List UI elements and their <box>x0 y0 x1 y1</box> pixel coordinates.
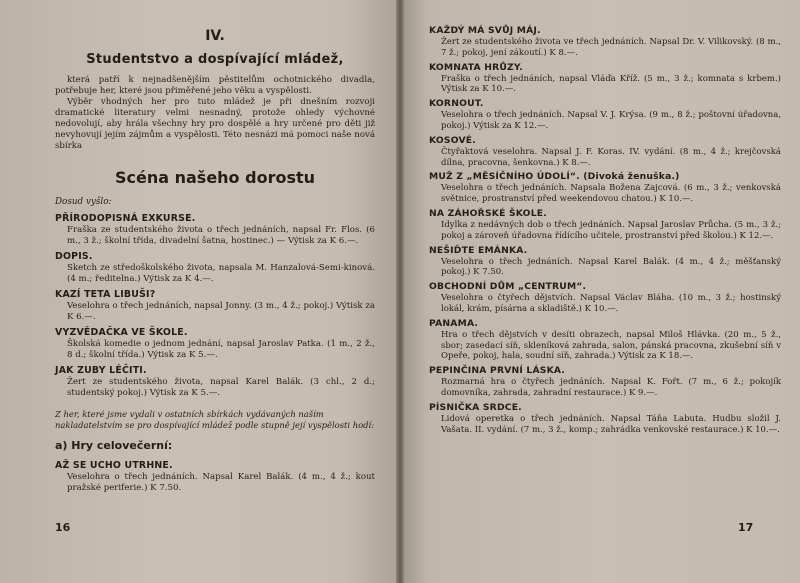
play-description: Veselohra o třech jednáních. Napsala Božena Zajcová. (6 m., 3 ž.; venkovská světnice, prostranství před weekendovou chatou.) K 10.—. <box>441 183 781 205</box>
right-page-content <box>429 22 781 435</box>
play-description: Veselohra o třech jednáních. Napsal Karel Balák. (4 m., 4 ž.; kout pražské periferie.) K 7.50. <box>67 472 375 493</box>
section-heading: a) Hry celovečerní: <box>55 439 173 452</box>
play-description: Veselohra o třech jednáních. Napsal V. J. Krýsa. (9 m., 8 ž.; poštovní úřadovna, pokoj.) Výtisk za K 12.—. <box>441 110 781 131</box>
play-title: DOPIS. <box>55 251 93 262</box>
play-title: MUŽ Z „MĚSÍČNÍHO ÚDOLÍ“. (Divoká ženuška.) <box>429 171 680 183</box>
play-description: Čtyřaktová veselohra. Napsal J. F. Koras. IV. vydání. (8 m., 4 ž.; krejčovská dílna, pracovna, šenkovna.) K 8.—. <box>441 146 781 168</box>
play-description: Idylka z nedávných dob o třech jednáních. Napsal Jaroslav Průcha. (5 m., 3 ž.; pokoj a zároveň úřadovna řídícího učitele, prostranství před školou.) K 12.—. <box>441 219 781 241</box>
play-description: Sketch ze středoškolského života, napsala M. Hanzalová-Semi-kinová. (4 m.; ředitelna.) Výtisk za K 4.—. <box>67 263 375 284</box>
play-entry <box>429 281 781 315</box>
play-title: PÍSNIČKA SRDCE. <box>429 401 522 413</box>
play-description: Fraška o třech jednáních, napsal Vláďa Kříž. (5 m., 3 ž.; komnata s krbem.) Výtisk za K 10.—. <box>441 73 781 95</box>
play-description: Veselohra o třech jednáních. Napsal Karel Balák. (4 m., 4 ž.; měšťanský pokoj.) K 7.50. <box>441 256 781 278</box>
play-title: KORNOUT. <box>429 98 484 110</box>
play-entry <box>55 365 375 399</box>
play-title: JAK ZUBY LÉČITI. <box>55 365 147 376</box>
play-description: Veselohra o třech jednáních, napsal Jonny. (3 m., 4 ž.; pokoj.) Výtisk za K 6.—. <box>67 301 375 322</box>
play-title: NEŠIĎTE EMÁNKA. <box>429 244 528 256</box>
left-page-content <box>55 28 375 494</box>
intro-paragraph: Výběr vhodných her pro tuto mládež je při dnešním rozvoji dramatické literatury velmi nesnadný, protože ohledy výchovné nedovolují, aby hrála všechny hry pro dospělé a hry určené pro děti již nevyhovují jejím zájmům a vyspělosti. Této nesnázi má pomoci naše nová sbírka <box>55 97 375 151</box>
play-entry <box>429 208 781 242</box>
play-entry <box>55 213 375 247</box>
play-entry <box>55 251 375 285</box>
page-number: 16 <box>55 521 71 534</box>
intro-paragraph: která patří k nejnadšenějším pěstitelům ochotnického divadla, potřebuje her, které jsou přiměřené jeho věku a vyspělosti. <box>55 75 375 96</box>
play-description: Lidová operetka o třech jednáních. Napsal Táňa Labuta. Hudbu složil J. Vašata. II. vydání. (7 m., 3 ž., komp.; zahrádka venkovské restaurace.) K 10.—. <box>441 413 781 435</box>
play-description: Žert ze studentského života, napsal Karel Balák. (3 chl., 2 d.; studentský pokoj.) Výtisk za K 5.—. <box>67 377 375 398</box>
play-description: Veselohra o čtyřech dějstvích. Napsal Václav Bláha. (10 m., 3 ž.; hostinský lokál, krám, písárna a skladiště.) K 10.—. <box>441 293 781 314</box>
play-title: NA ZÁHOŘSKÉ ŠKOLE. <box>429 207 547 219</box>
page-number: 17 <box>738 521 754 534</box>
chapter-number: IV. <box>205 28 225 44</box>
series-title: Scéna našeho dorostu <box>114 168 316 187</box>
play-title: KAZÍ TETA LIBUŠI? <box>55 289 156 300</box>
play-title: PŘÍRODOPISNÁ EXKURSE. <box>55 213 196 224</box>
play-description: Školská komedie o jednom jednání, napsal Jaroslav Patka. (1 m., 2 ž., 8 d.; školní třída.) Výtisk za K 5.—. <box>67 339 375 360</box>
book-gutter <box>396 0 404 583</box>
play-description: Rozmarná hra o čtyřech jednáních. Napsal K. Fořt. (7 m., 6 ž.; pokojík domovníka, zahrada, zahradní restaurace.) K 9.—. <box>441 377 781 398</box>
right-page <box>401 0 800 583</box>
play-title: KOMNATA HRŮZY. <box>429 61 523 73</box>
play-title: AŽ SE UCHO UTRHNE. <box>55 460 173 471</box>
play-entry <box>55 460 375 494</box>
play-title: PANAMA. <box>429 317 479 329</box>
play-entry <box>429 62 781 96</box>
play-entry <box>429 25 781 59</box>
collection-note: Z her, které jsme vydali v ostatních sbírkách vydávaných naším nakladatelstvím se pro dospívající mládež podle stupně její vyspělosti hodí: <box>55 409 375 430</box>
play-entry <box>429 318 781 362</box>
play-title: PEPINČINA PRVNÍ LÁSKA. <box>429 365 566 377</box>
play-description: Hra o třech dějstvích v desíti obrazech, napsal Miloš Hlávka. (20 m., 5 ž., sbor; zasedací síň, skleníková zahrada, salon, pánská pracovna, zkušební síň v Opeře, pokoj, hala, soudní síň, zahrada.) Výtisk za K 18.—. <box>441 329 781 362</box>
play-entry <box>429 135 781 169</box>
play-entry <box>55 327 375 361</box>
play-description: Fraška ze studentského života o třech jednáních, napsal Fr. Flos. (6 m., 3 ž.; školní třída, divadelní šatna, hostinec.) — Výtisk za K 6.—. <box>67 225 375 246</box>
play-title: OBCHODNÍ DŮM „CENTRUM“. <box>429 281 587 293</box>
play-entry <box>429 98 781 132</box>
play-title: VYZVĚDAČKA VE ŠKOLE. <box>55 327 188 338</box>
play-entry <box>429 171 781 205</box>
chapter-title: Studentstvo a dospívající mládež, <box>86 52 344 67</box>
play-title: KAŽDÝ MÁ SVŮJ MÁJ. <box>429 25 541 36</box>
play-entry <box>429 365 781 399</box>
play-entry <box>429 402 781 436</box>
play-entry <box>55 289 375 323</box>
play-description: Žert ze studentského života ve třech jednáních. Napsal Dr. V. Vilikovský. (8 m., 7 ž.; pokoj, jení zákoutí.) K 8.—. <box>441 37 781 58</box>
play-title: KOSOVÉ. <box>429 134 476 146</box>
play-entry <box>429 245 781 279</box>
published-label: Dosud vyšlo: <box>55 197 112 207</box>
